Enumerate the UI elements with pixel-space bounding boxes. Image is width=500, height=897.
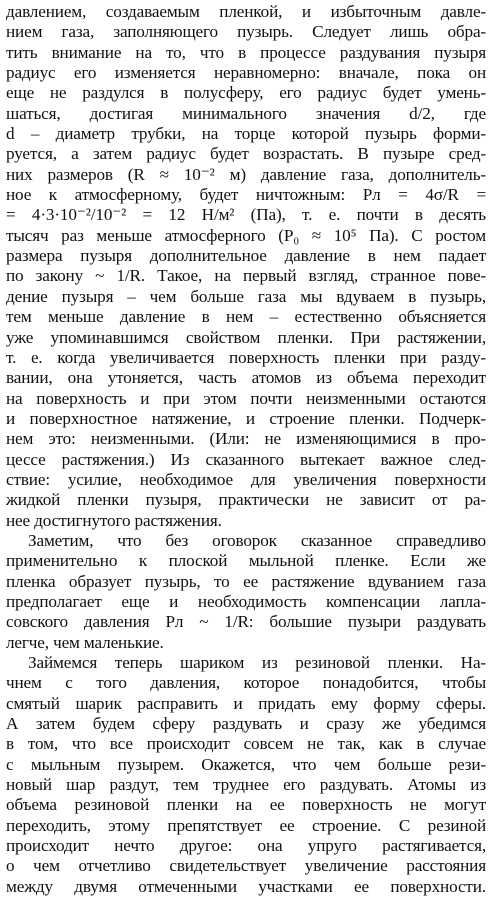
text-line: ное к атмосферному, будет ничтожным: Pл = 4σ/R =	[6, 185, 486, 205]
text-line: ствие: усилие, необходимое для увеличения поверхности	[6, 469, 486, 489]
text-line: смятый шарик расправить и придать ему форму сферы.	[6, 693, 486, 713]
text-line: с мыльным пузырем. Окажется, что чем больше рези-	[6, 754, 486, 774]
text-line: и поверхностное натяжение, и строение пленки. Подчерк-	[6, 408, 486, 428]
text-line: тить внимание на то, что в процессе раздувания пузыря	[6, 42, 486, 62]
text-line: дение пузыря – чем больше газа мы вдуваем в пузырь,	[6, 286, 486, 306]
text-line: радиус его изменяется неравномерно: вначале, пока он	[6, 63, 486, 83]
text-line: совского давления Pл ~ 1/R: большие пузыри раздувать	[6, 612, 486, 632]
text-line: в том, что все происходит совсем не так, как в случае	[6, 734, 486, 754]
text-line: нием газа, заполняющего пузырь. Следует лишь обра-	[6, 22, 486, 42]
text-line: между двумя отмеченными участками ее поверхности.	[6, 876, 486, 896]
text-line: предполагает еще и необходимость компенсации лапла-	[6, 591, 486, 611]
text-line: еще не раздулся в полусферу, его радиус будет умень-	[6, 83, 486, 103]
text-line: уже упоминавшимся свойством пленки. При растяжении,	[6, 327, 486, 347]
text-line: применительно к плоской мыльной пленке. Если же	[6, 551, 486, 571]
text-line: Займемся теперь шариком из резиновой пленки. На-	[28, 653, 486, 672]
text-line: давлением, создаваемым пленкой, и избыточным давле-	[6, 2, 486, 21]
text-line: = 4·3·10⁻²/10⁻² = 12 Н/м² (Па), т. е. почти в десять	[6, 205, 486, 225]
paragraph-2	[6, 531, 486, 653]
text-line: о чем отчетливо свидетельствует увеличение расстояния	[6, 856, 486, 876]
text-line: нее достигнутого растяжения.	[6, 510, 222, 530]
text-line: руется, а затем радиус будет возрастать. В пузыре сред-	[6, 144, 486, 164]
text-line: пленка образует пузырь, то ее растяжение вдуванием газа	[6, 571, 486, 591]
text-line: жидкой пленки пузыря, практически не зависит от ра-	[6, 490, 486, 510]
text-line: нем это: неизменными. (Или: не изменяющимися в про-	[6, 429, 486, 449]
text-line: Заметим, что без оговорок сказанное справедливо	[28, 530, 486, 550]
text-line: чнем с того давления, которое понадобится, чтобы	[6, 673, 486, 693]
text-line: цессе растяжения.) Из сказанного вытекает важное след-	[6, 449, 486, 469]
text-line: переходить, этому препятствует ее строение. С резиной	[6, 815, 486, 835]
text-line: тем меньше давление в нем – естественно объясняется	[6, 307, 486, 327]
text-line: шаться, достигая минимального значения d/2, где	[6, 103, 486, 123]
text-line: вании, она утоняется, часть атомов из объема переходит	[6, 368, 486, 388]
text-line: размера пузыря дополнительное давление в нем падает	[6, 246, 486, 266]
text-line: по закону ~ 1/R. Такое, на первый взгляд, странное пове-	[6, 266, 486, 286]
text-line: новый шар раздут, тем труднее его раздувать. Атомы из	[6, 775, 486, 795]
text-line: на поверхность и при этом почти неизменными остаются	[6, 388, 486, 408]
text-line: происходит нечто другое: она упруго растягивается,	[6, 836, 486, 856]
paragraph-1	[6, 2, 486, 531]
text-line: них размеров (R ≈ 10⁻² м) давление газа, дополнитель-	[6, 164, 486, 184]
text-line: т. е. когда увеличивается поверхность пленки при разду-	[6, 347, 486, 367]
text-line: d – диаметр трубки, на торце которой пузырь форми-	[6, 124, 486, 144]
text-line: А затем будем сферу раздувать и сразу же убедимся	[6, 714, 486, 734]
paragraph-3	[6, 653, 486, 897]
text-line: объема резиновой пленки на ее поверхность не могут	[6, 795, 486, 815]
text-line: легче, чем маленькие.	[6, 632, 164, 652]
text-line: тысяч раз меньше атмосферного (P₀ ≈ 10⁵ Па). С ростом	[6, 225, 486, 245]
